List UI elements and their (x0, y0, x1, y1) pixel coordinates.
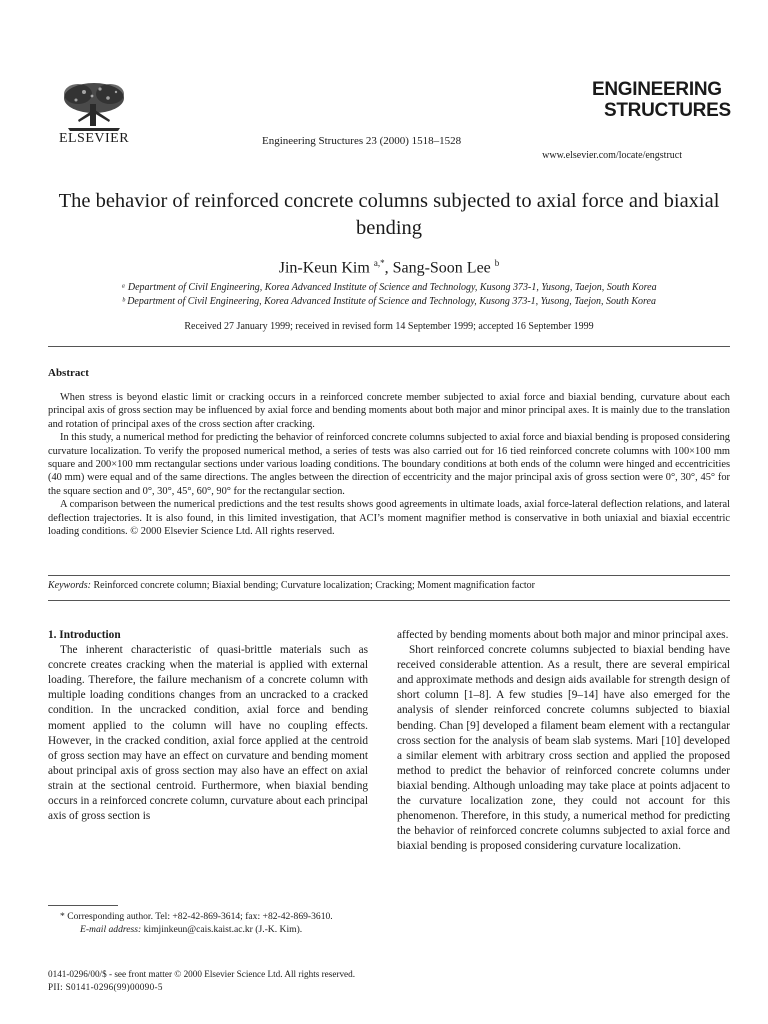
abstract-body (48, 391, 730, 538)
email-address[interactable]: kimjinkeun@cais.kaist.ac.kr (J.-K. Kim). (141, 924, 303, 935)
author-list (48, 258, 730, 277)
body-column-left (48, 628, 368, 824)
abstract-paragraph: A comparison between the numerical predictions and the test results shows good agreements in ultimate loads, axial force-lateral deflection relations, and lateral deflection trajectories. It is also found, in this limited investigation, that ACI’s moment magnifier method is conservative in both uniaxial and biaxial eccentric loading conditions. © 2000 Elsevier Science Ltd. All rights reserved. (48, 499, 730, 538)
journal-logo-line2: STRUCTURES (604, 100, 731, 121)
abstract-paragraph: When stress is beyond elastic limit or cracking occurs in a reinforced concrete member subjected to axial force and biaxial bending, curvature about each principal axis of gross section may be influenced by axial force and bending moments about both major and minor principal axes. It is mainly due to the translation and rotation of principal axes of the cross section after cracking. (48, 392, 730, 430)
divider (48, 600, 730, 601)
body-column-right (397, 628, 730, 854)
email-label: E-mail address: (80, 924, 142, 935)
footnote (48, 910, 368, 936)
affiliation-b: ᵇ Department of Civil Engineering, Korea Advanced Institute of Science and Technology, Kusong 373-1, Yusong, Taejon, South Korea (122, 296, 656, 307)
author-name: Jin-Keun Kim (278, 259, 370, 277)
divider (48, 346, 730, 347)
corresponding-author-note: * Corresponding author. Tel: +82-42-869-3614; fax: +82-42-869-3610. (60, 911, 333, 922)
author-separator: , (384, 259, 393, 277)
tree-emblem-icon (48, 80, 140, 132)
email-note (48, 923, 368, 936)
body-paragraph: The inherent characteristic of quasi-brittle materials such as concrete creates cracking when the material is applied with external loading. Therefore, the failure mechanism of a concrete column with multiple loading conditions changes from an uncracked to a cracked condition. In the uncracked condition, axial force and bending moment applied to the column will have no coupling effects. However, in the cracked condition, axial force applied at the centroid of gross section may have an effect on curvature and bending moment about principal axis of gross section may also have an effect on axial strain at the sectional centroid. Furthermore, when biaxial bending occurs in a reinforced concrete column, curvature about each principal axis of gross section is (48, 644, 368, 823)
abstract-heading: Abstract (48, 367, 89, 379)
author-affiliation-mark: b (494, 258, 500, 268)
footnote-divider (48, 905, 118, 906)
divider (48, 575, 730, 576)
keywords (48, 580, 730, 591)
keywords-text: Reinforced concrete column; Biaxial bending; Curvature localization; Cracking; Moment magnification factor (90, 580, 535, 591)
front-matter (48, 968, 355, 994)
body-paragraph: Short reinforced concrete columns subjected to biaxial bending have received considerable attention. As a result, there are several empirical and approximate methods and design aids available for strength design of short column [1–8]. A few studies [9–14] have also emerged for the analysis of slender reinforced concrete columns subjected to biaxial bending. Chan [9] developed a filament beam element with a rectangular cross section for the analysis of beam slab systems. Mari [10] developed a similar element with arbitrary cross section and applied the proposed method to predict the behavior of reinforced concrete columns under biaxial bending. Although unloading may take place at points adjacent to the curvature localization zone, they could not account for this phenomenon. Therefore, in this study, a numerical method for predicting the behavior of reinforced concrete columns subjected to axial force and biaxial bending is proposed considering curvature localization. (397, 644, 730, 853)
keywords-label: Keywords: (48, 580, 91, 591)
journal-logo-line1: ENGINEERING (592, 79, 722, 100)
author-affiliation-mark: a,* (373, 258, 385, 268)
author-name: Sang-Soon Lee (392, 259, 491, 277)
affiliation-a: ᵃ Department of Civil Engineering, Korea Advanced Institute of Science and Technology, Kusong 373-1, Yusong, Taejon, South Korea (121, 282, 657, 293)
issn-line: 0141-0296/00/$ - see front matter © 2000 Elsevier Science Ltd. All rights reserved. (48, 969, 356, 979)
journal-citation: Engineering Structures 23 (2000) 1518–1528 (262, 135, 462, 147)
pii-line: PII: S0141-0296(99)00090-5 (48, 982, 163, 992)
publisher-name: ELSEVIER (58, 131, 130, 146)
article-title: The behavior of reinforced concrete columns subjected to axial force and biaxial bending (58, 190, 720, 239)
section-heading: 1. Introduction (48, 629, 121, 641)
journal-url-link[interactable]: www.elsevier.com/locate/engstruct (542, 150, 682, 161)
body-paragraph: affected by bending moments about both major and minor principal axes. (397, 629, 729, 641)
abstract-paragraph: In this study, a numerical method for predicting the behavior of reinforced concrete columns subjected to axial force and biaxial bending is proposed considering curvature localization. To verify the proposed numerical method, a series of tests was also carried out for 16 tied reinforced concrete columns with 100×100 mm square and 200×100 mm rectangular sections under various loading conditions. The boundary conditions at both ends of the column were hinged and eccentricities (40 mm) were equal and of the same directions. The angles between the direction of eccentricity and the major principal axis of gross section were 0°, 30°, 45° for the square section and 0°, 30°, 45°, 60°, 90° for the rectangular section. (48, 432, 730, 497)
received-dates: Received 27 January 1999; received in revised form 14 September 1999; accepted 16 September 1999 (184, 321, 594, 332)
journal-logo (592, 79, 731, 121)
